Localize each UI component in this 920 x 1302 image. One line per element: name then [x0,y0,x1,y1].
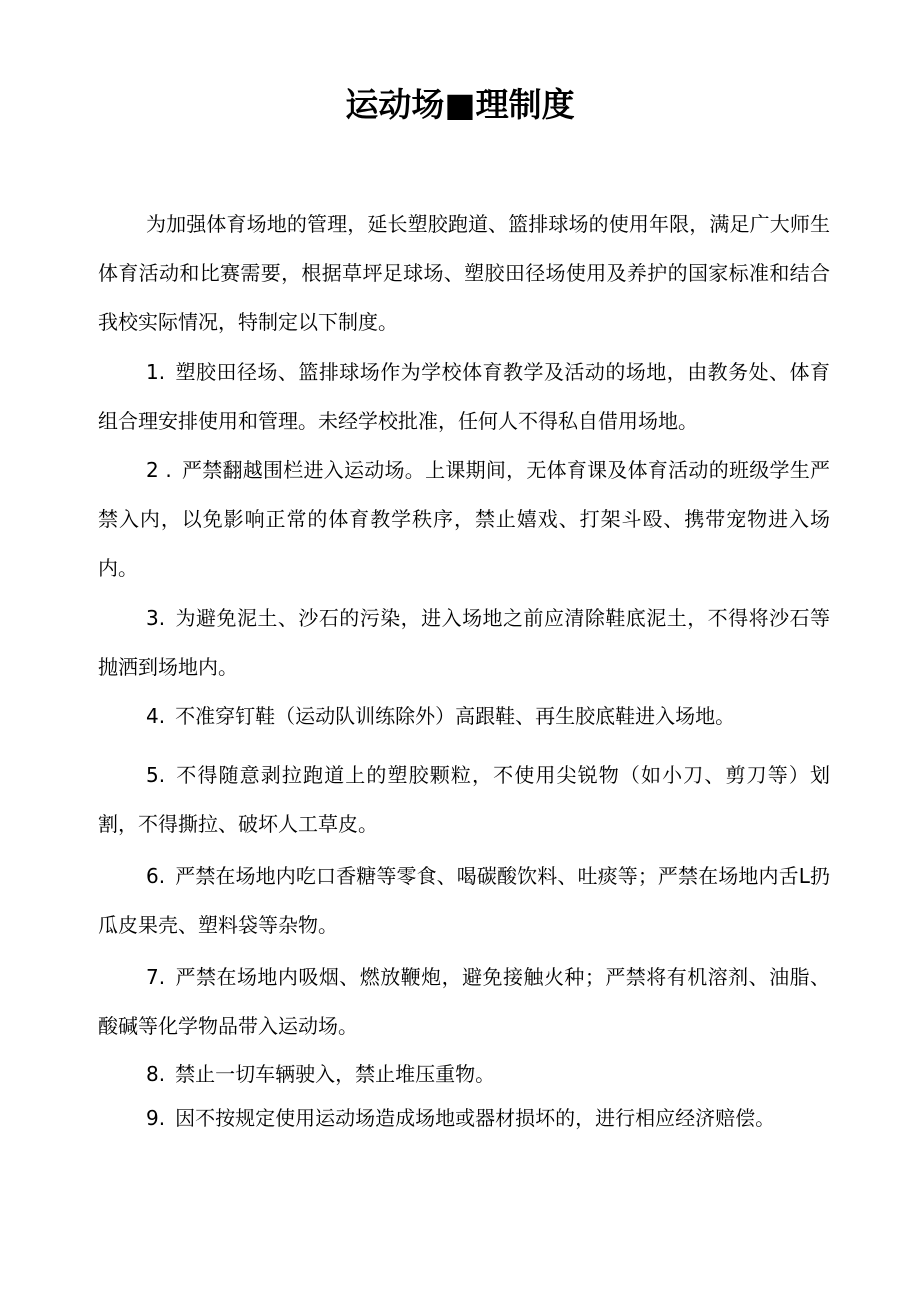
rule-2-number: 2 . [146,458,172,482]
rule-5-text: 不得随意剥拉跑道上的塑胶颗粒，不使用尖锐物（如小刀、剪刀等）划割，不得撕拉、破坏人工草皮。 [98,763,830,836]
rule-4 [98,692,830,741]
rule-6 [98,852,830,950]
rule-1 [98,348,830,446]
rule-3 [98,594,830,692]
rule-2-text: 严禁翻越围栏进入运动场。上课期间，无体育课及体育活动的班级学生严禁入内，以免影响正常的体育教学秩序，禁止嬉戏、打架斗殴、携带宠物进入场内。 [98,458,830,580]
rule-4-number: 4. [146,704,166,728]
rule-3-text: 为避免泥土、沙石的污染，进入场地之前应清除鞋底泥土，不得将沙石等抛洒到场地内。 [98,606,830,679]
rule-8-text: 禁止一切车辆驶入，禁止堆压重物。 [175,1062,496,1086]
rule-8-number: 8. [146,1062,166,1086]
rule-8 [98,1050,830,1099]
rule-5-number: 5. [146,763,166,787]
rule-5 [98,751,830,849]
rule-7 [98,953,830,1051]
rule-9-number: 9. [146,1106,166,1130]
page-title: 运动场■理制度 [345,85,575,124]
rule-3-number: 3. [146,606,166,630]
intro-paragraph: 为加强体育场地的管理，延长塑胶跑道、篮排球场的使用年限，满足广大师生体育活动和比赛需要，根据草坪足球场、塑胶田径场使用及养护的国家标准和结合我校实际情况，特制定以下制度。 [98,212,830,334]
rule-7-text: 严禁在场地内吸烟、燃放鞭炮，避免接触火种；严禁将有机溶剂、油脂、酸碱等化学物品带入运动场。 [98,965,830,1038]
rule-4-text: 不准穿钉鞋（运动队训练除外）高跟鞋、再生胶底鞋进入场地。 [175,704,736,728]
rule-1-number: 1. [146,360,166,384]
rule-7-number: 7. [146,965,166,989]
rule-1-text: 塑胶田径场、篮排球场作为学校体育教学及活动的场地，由教务处、体育组合理安排使用和管理。未经学校批准，任何人不得私自借用场地。 [98,360,830,433]
rule-9-text: 因不按规定使用运动场造成场地或器材损坏的，进行相应经济赔偿。 [175,1106,776,1130]
rule-6-text: 严禁在场地内吃口香糖等零食、喝碳酸饮料、吐痰等；严禁在场地内舌L扔瓜皮果壳、塑料袋等杂物。 [98,864,830,937]
rule-9 [98,1094,830,1143]
rule-6-number: 6. [146,864,166,888]
rule-2 [98,446,830,593]
